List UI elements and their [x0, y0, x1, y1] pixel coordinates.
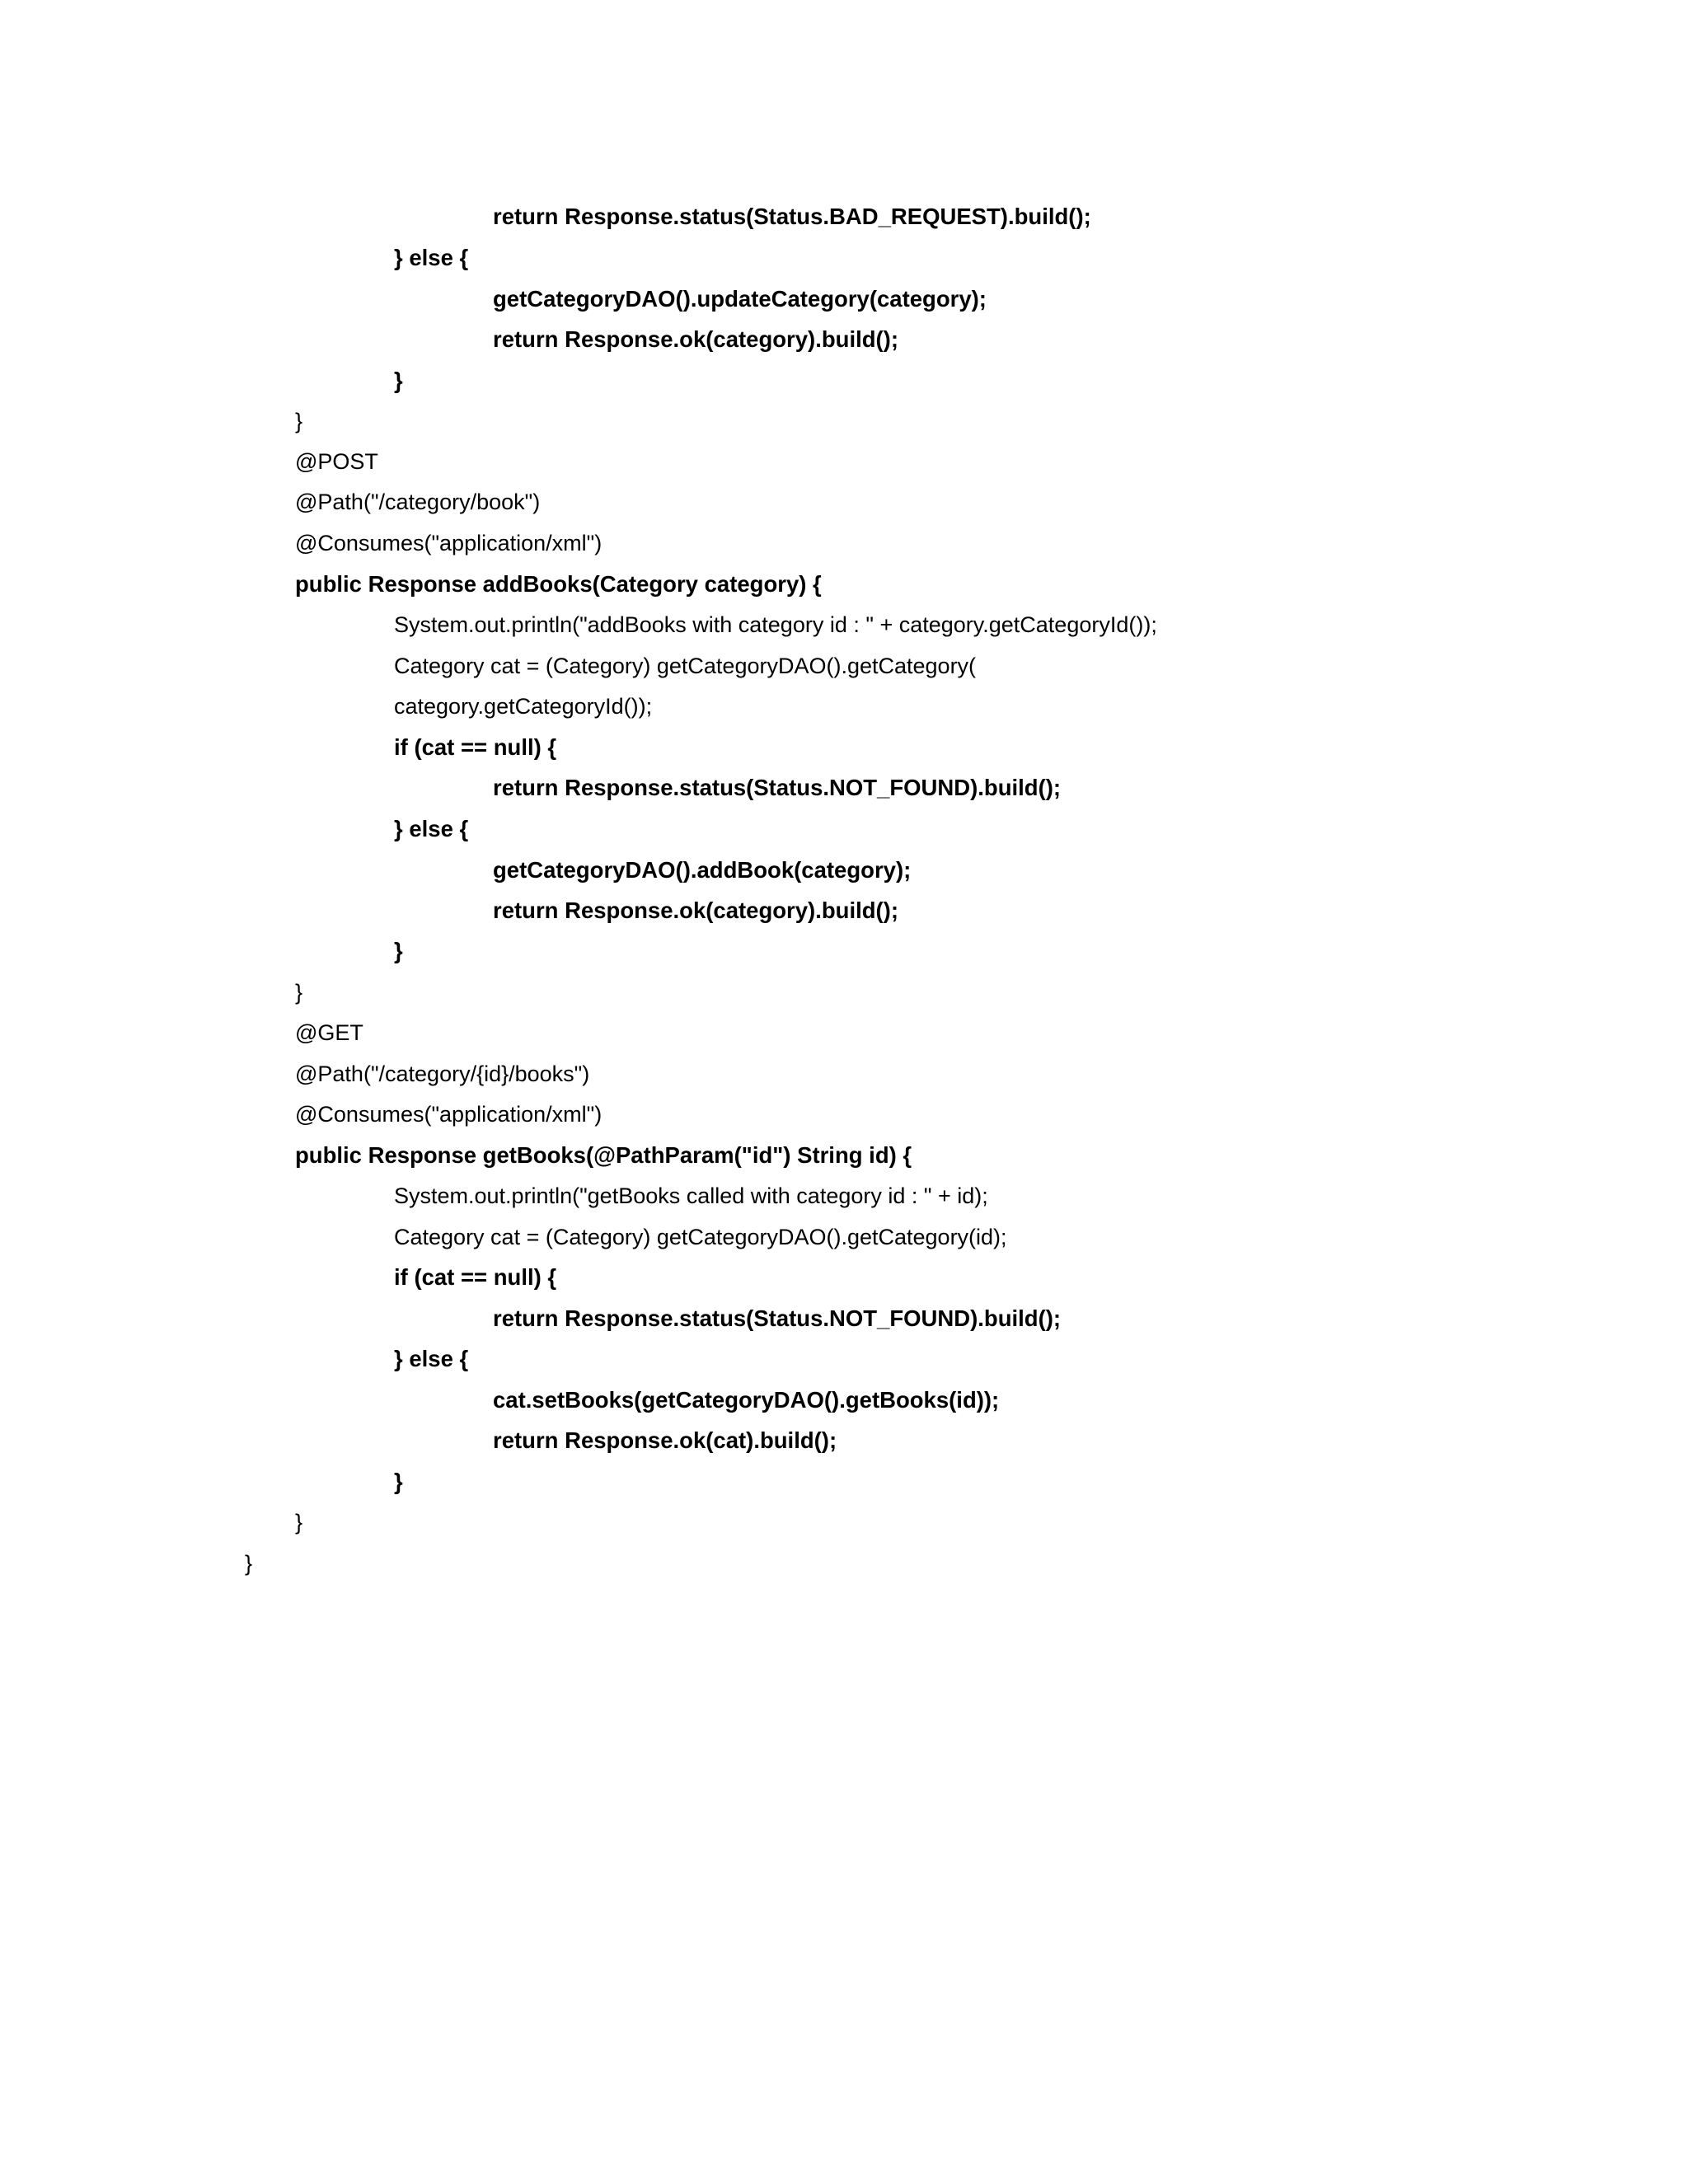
code-line: getCategoryDAO().updateCategory(category); — [493, 286, 987, 312]
code-line: Category cat = (Category) getCategoryDAO().getCategory( — [394, 654, 977, 678]
code-line: if (cat == null) { — [394, 1264, 557, 1290]
code-line: } — [295, 980, 303, 1005]
code-line: cat.setBooks(getCategoryDAO().getBooks(id)); — [493, 1387, 1000, 1413]
code-line: } else { — [394, 816, 469, 841]
code-line: } — [295, 409, 303, 434]
code-line: System.out.println("getBooks called with category id : " + id); — [394, 1183, 988, 1208]
code-line: return Response.status(Status.BAD_REQUEST).build(); — [493, 204, 1091, 229]
code-line: if (cat == null) { — [394, 734, 557, 760]
code-line: return Response.ok(category).build(); — [493, 326, 898, 352]
code-line: Category cat = (Category) getCategoryDAO().getCategory(id); — [394, 1225, 1007, 1249]
code-line: return Response.status(Status.NOT_FOUND).build(); — [493, 1305, 1062, 1331]
code-line: System.out.println("addBooks with category id : " + category.getCategoryId()); — [394, 612, 1157, 637]
code-line: @Consumes("application/xml") — [295, 1102, 603, 1127]
code-line: @Path("/category/book") — [295, 490, 541, 514]
code-line: public Response getBooks(@PathParam("id") String id) { — [295, 1142, 912, 1168]
code-line: return Response.ok(category).build(); — [493, 898, 898, 923]
code-line: } — [394, 368, 403, 393]
code-line: @POST — [295, 449, 378, 474]
code-line: category.getCategoryId()); — [394, 694, 653, 719]
code-line: @GET — [295, 1020, 363, 1045]
code-line: public Response addBooks(Category category) { — [295, 571, 822, 597]
code-line: } — [245, 1551, 253, 1576]
code-line: } — [394, 938, 403, 963]
code-line: } else { — [394, 1346, 469, 1371]
code-line: return Response.ok(cat).build(); — [493, 1427, 837, 1453]
code-line: getCategoryDAO().addBook(category); — [493, 857, 912, 883]
code-line: } — [394, 1469, 403, 1494]
code-line: return Response.status(Status.NOT_FOUND).build(); — [493, 775, 1062, 800]
code-line: @Consumes("application/xml") — [295, 531, 603, 555]
code-line: } — [295, 1510, 303, 1535]
code-line: } else { — [394, 245, 469, 270]
code-line: @Path("/category/{id}/books") — [295, 1062, 590, 1086]
